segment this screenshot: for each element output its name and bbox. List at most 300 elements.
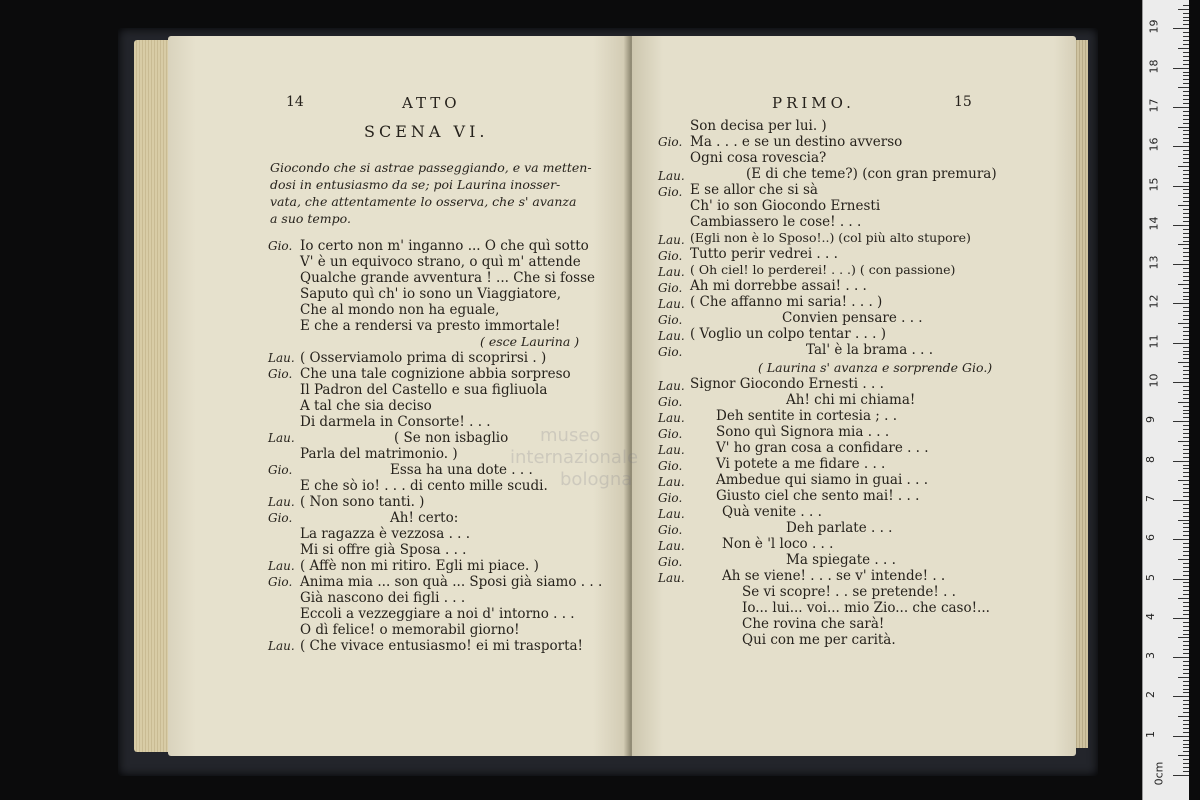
verse-line: Quà venite . . . xyxy=(722,504,822,520)
ruler-label: 4 xyxy=(1144,612,1157,620)
ruler-tick xyxy=(1183,170,1189,171)
ruler-tick xyxy=(1178,166,1189,167)
speaker-label: Lau. xyxy=(268,559,295,573)
speaker-label: Gio. xyxy=(268,575,293,589)
ruler-tick xyxy=(1183,40,1189,41)
stage-direction-line: dosi in entusiasmo da se; poi Laurina inosser- xyxy=(270,177,561,192)
scene-title: SCENA VI. xyxy=(364,122,489,141)
ruler-tick xyxy=(1183,119,1189,120)
ruler-tick xyxy=(1183,496,1189,497)
ruler-tick xyxy=(1183,20,1189,21)
speaker-label: Gio. xyxy=(268,239,293,253)
ruler-tick xyxy=(1183,296,1189,297)
ruler-tick xyxy=(1183,311,1189,312)
ruler-tick xyxy=(1183,252,1189,253)
ruler-tick xyxy=(1178,559,1189,560)
ruler-label: 2 xyxy=(1144,691,1157,699)
ruler-tick xyxy=(1183,299,1189,300)
ruler-tick xyxy=(1173,303,1189,304)
ruler-tick xyxy=(1183,217,1189,218)
ruler-tick xyxy=(1183,394,1189,395)
verse-line: Ma . . . e se un destino avverso xyxy=(690,134,903,150)
ruler-tick xyxy=(1183,142,1189,143)
ruler-tick xyxy=(1183,551,1189,552)
speaker-label: Gio. xyxy=(658,395,683,409)
ruler-tick xyxy=(1173,264,1189,265)
ruler-tick xyxy=(1183,661,1189,662)
ruler-tick xyxy=(1183,724,1189,725)
verse-line: Ah! certo: xyxy=(390,510,459,526)
verse-line: V' è un equivoco strano, o quì m' attende xyxy=(300,254,581,270)
ruler-tick xyxy=(1183,32,1189,33)
verse-line: Che rovina che sarà! xyxy=(742,616,885,632)
measurement-ruler xyxy=(1142,0,1189,800)
ruler-tick xyxy=(1183,358,1189,359)
speaker-label: Gio. xyxy=(658,185,683,199)
ruler-tick xyxy=(1183,335,1189,336)
ruler-tick xyxy=(1183,111,1189,112)
verse-line: ( Osserviamolo prima di scoprirsi . ) xyxy=(300,350,547,366)
speaker-label: Lau. xyxy=(268,495,295,509)
ruler-tick xyxy=(1183,197,1189,198)
verse-line: Ah mi dorrebbe assai! . . . xyxy=(690,278,867,294)
ruler-tick xyxy=(1183,429,1189,430)
speaker-label: Gio. xyxy=(268,367,293,381)
ruler-tick xyxy=(1183,83,1189,84)
ruler-tick xyxy=(1183,457,1189,458)
ruler-tick xyxy=(1183,178,1189,179)
left-page xyxy=(168,36,630,756)
speaker-label: Lau. xyxy=(268,351,295,365)
verse-line: Il Padron del Castello e sua figliuola xyxy=(300,382,548,398)
verse-line: Eccoli a vezzeggiare a noi d' intorno . . . xyxy=(300,606,575,622)
verse-line: ( Che affanno mi saria! . . . ) xyxy=(690,294,883,310)
ruler-tick xyxy=(1173,382,1189,383)
ruler-tick xyxy=(1183,99,1189,100)
verse-line: Io... lui... voi... mio Zio... che caso!... xyxy=(742,600,990,616)
ruler-tick xyxy=(1183,720,1189,721)
speaker-label: Lau. xyxy=(658,329,685,343)
page-edges-right xyxy=(1074,40,1088,748)
ruler-label: 0cm xyxy=(1152,761,1166,786)
verse-line: Essa ha una dote . . . xyxy=(390,462,533,478)
ruler-tick xyxy=(1183,740,1189,741)
ruler-tick xyxy=(1183,406,1189,407)
ruler-tick xyxy=(1183,626,1189,627)
ruler-tick xyxy=(1183,174,1189,175)
ruler-tick xyxy=(1178,323,1189,324)
ruler-label: 6 xyxy=(1144,534,1157,542)
ruler-tick xyxy=(1183,689,1189,690)
verse-line: E che sò io! . . . di cento mille scudi. xyxy=(300,478,548,494)
speaker-label: Lau. xyxy=(658,507,685,521)
speaker-label: Lau. xyxy=(658,411,685,425)
ruler-label: 15 xyxy=(1147,177,1161,191)
ruler-label: 13 xyxy=(1147,255,1161,270)
speaker-label: Lau. xyxy=(658,379,685,393)
verse-line: Tal' è la brama . . . xyxy=(806,342,934,358)
ruler-label: 17 xyxy=(1147,98,1161,113)
ruler-tick xyxy=(1178,87,1189,88)
ruler-tick xyxy=(1183,649,1189,650)
ruler-tick xyxy=(1178,677,1189,678)
ruler-tick xyxy=(1183,56,1189,57)
ruler-tick xyxy=(1183,292,1189,293)
ruler-tick xyxy=(1183,276,1189,277)
ruler-tick xyxy=(1183,767,1189,768)
ruler-tick xyxy=(1183,641,1189,642)
ruler-tick xyxy=(1178,520,1189,521)
verse-line: Già nascono dei figli . . . xyxy=(300,590,466,606)
ruler-tick xyxy=(1178,127,1189,128)
ruler-tick xyxy=(1183,508,1189,509)
ruler-tick xyxy=(1173,579,1189,580)
speaker-label: Gio. xyxy=(658,459,683,473)
speaker-label: Lau. xyxy=(658,475,685,489)
ruler-tick xyxy=(1183,374,1189,375)
ruler-tick xyxy=(1183,378,1189,379)
ruler-tick xyxy=(1183,13,1189,14)
ruler-tick xyxy=(1183,154,1189,155)
ruler-tick xyxy=(1183,665,1189,666)
ruler-tick xyxy=(1183,410,1189,411)
stage-direction: ( esce Laurina ) xyxy=(480,334,580,349)
speaker-label: Gio. xyxy=(658,313,683,327)
ruler-label: 3 xyxy=(1144,652,1157,660)
ruler-tick xyxy=(1183,24,1189,25)
ruler-tick xyxy=(1183,233,1189,234)
verse-line: ( Se non isbaglio xyxy=(394,430,509,446)
ruler-tick xyxy=(1183,437,1189,438)
ruler-tick xyxy=(1183,315,1189,316)
speaker-label: Gio. xyxy=(658,135,683,149)
speaker-label: Lau. xyxy=(658,443,685,457)
ruler-label: 8 xyxy=(1144,455,1157,463)
verse-line: Qui con me per carità. xyxy=(742,632,896,648)
ruler-tick xyxy=(1183,771,1189,772)
ruler-tick xyxy=(1183,488,1189,489)
speaker-label: Lau. xyxy=(658,539,685,553)
ruler-tick xyxy=(1183,610,1189,611)
speaker-label: Gio. xyxy=(658,555,683,569)
ruler-tick xyxy=(1183,476,1189,477)
ruler-tick xyxy=(1183,115,1189,116)
ruler-tick xyxy=(1173,461,1189,462)
verse-line: Signor Giocondo Ernesti . . . xyxy=(690,376,884,392)
ruler-tick xyxy=(1183,123,1189,124)
ruler-tick xyxy=(1178,637,1189,638)
ruler-tick xyxy=(1183,602,1189,603)
ruler-tick xyxy=(1183,248,1189,249)
ruler-tick xyxy=(1173,539,1189,540)
ruler-tick xyxy=(1183,685,1189,686)
ruler-tick xyxy=(1183,103,1189,104)
ruler-tick xyxy=(1178,598,1189,599)
ruler-label: 14 xyxy=(1147,216,1161,231)
verse-line: ( Non sono tanti. ) xyxy=(300,494,425,510)
ruler-tick xyxy=(1183,390,1189,391)
ruler-tick xyxy=(1183,575,1189,576)
ruler-tick xyxy=(1183,516,1189,517)
ruler-tick xyxy=(1183,555,1189,556)
ruler-tick xyxy=(1183,571,1189,572)
ruler-tick xyxy=(1183,543,1189,544)
ruler-label: 9 xyxy=(1144,416,1157,424)
verse-line: Giusto ciel che sento mai! . . . xyxy=(716,488,920,504)
verse-line: (Egli non è lo Sposo!..) (col più alto stupore) xyxy=(690,230,971,245)
ruler-tick xyxy=(1183,523,1189,524)
ruler-tick xyxy=(1183,413,1189,414)
verse-line: Ambedue qui siamo in guai . . . xyxy=(716,472,929,488)
ruler-tick xyxy=(1183,366,1189,367)
verse-line: Ah! chi mi chiama! xyxy=(786,392,916,408)
speaker-label: Lau. xyxy=(268,639,295,653)
speaker-label: Lau. xyxy=(658,265,685,279)
stage-direction-line: Giocondo che si astrae passeggiando, e va metten- xyxy=(270,160,592,175)
ruler-tick xyxy=(1183,465,1189,466)
verse-line: Deh parlate . . . xyxy=(786,520,893,536)
verse-line: Parla del matrimonio. ) xyxy=(300,446,458,462)
ruler-tick xyxy=(1183,256,1189,257)
verse-line: Sono quì Signora mia . . . xyxy=(716,424,890,440)
verse-line: Vi potete a me fidare . . . xyxy=(716,456,886,472)
ruler-tick xyxy=(1178,362,1189,363)
verse-line: Ch' io son Giocondo Ernesti xyxy=(690,198,881,214)
verse-line: Ma spiegate . . . xyxy=(786,552,896,568)
ruler-tick xyxy=(1173,28,1189,29)
ruler-tick xyxy=(1183,386,1189,387)
ruler-tick xyxy=(1183,189,1189,190)
page-number: 15 xyxy=(954,94,972,110)
ruler-tick xyxy=(1183,44,1189,45)
running-head: PRIMO. xyxy=(772,94,855,112)
ruler-tick xyxy=(1183,468,1189,469)
ruler-tick xyxy=(1183,512,1189,513)
ruler-label: 5 xyxy=(1144,573,1157,581)
verse-line: Convien pensare . . . xyxy=(782,310,923,326)
verse-line: ( Affè non mi ritiro. Egli mi piace. ) xyxy=(300,558,539,574)
speaker-label: Gio. xyxy=(658,427,683,441)
ruler-tick xyxy=(1173,500,1189,501)
ruler-tick xyxy=(1183,158,1189,159)
museum-watermark: museo internazionale bologna xyxy=(510,425,639,490)
ruler-label: 18 xyxy=(1147,59,1161,74)
ruler-tick xyxy=(1183,307,1189,308)
page-edges-left xyxy=(134,40,170,752)
ruler-tick xyxy=(1178,284,1189,285)
ruler-tick xyxy=(1173,343,1189,344)
ruler-tick xyxy=(1183,645,1189,646)
ruler-tick xyxy=(1183,449,1189,450)
speaker-label: Lau. xyxy=(268,431,295,445)
ruler-tick xyxy=(1173,421,1189,422)
ruler-tick xyxy=(1183,492,1189,493)
ruler-tick xyxy=(1183,445,1189,446)
ruler-tick xyxy=(1183,91,1189,92)
ruler-tick xyxy=(1183,237,1189,238)
ruler-tick xyxy=(1183,64,1189,65)
ruler-tick xyxy=(1183,747,1189,748)
ruler-tick xyxy=(1183,331,1189,332)
ruler-tick xyxy=(1178,205,1189,206)
ruler-label: 11 xyxy=(1147,334,1161,349)
verse-line: Che una tale cognizione abbia sorpreso xyxy=(300,366,571,382)
verse-line: Cambiassero le cose! . . . xyxy=(690,214,862,230)
verse-line: V' ho gran cosa a confidare . . . xyxy=(716,440,929,456)
ruler-tick xyxy=(1183,162,1189,163)
ruler-tick xyxy=(1183,138,1189,139)
ruler-tick xyxy=(1183,751,1189,752)
ruler-tick xyxy=(1183,209,1189,210)
ruler-tick xyxy=(1183,327,1189,328)
ruler-tick xyxy=(1183,744,1189,745)
ruler-tick xyxy=(1183,339,1189,340)
ruler-tick xyxy=(1183,669,1189,670)
ruler-tick xyxy=(1183,535,1189,536)
ruler-tick xyxy=(1183,681,1189,682)
ruler-tick xyxy=(1183,60,1189,61)
verse-line: ( Voglio un colpo tentar . . . ) xyxy=(690,326,886,342)
ruler-tick xyxy=(1183,5,1189,6)
ruler-tick xyxy=(1183,704,1189,705)
ruler-label: 19 xyxy=(1147,19,1161,34)
speaker-label: Lau. xyxy=(658,233,685,247)
verse-line: (E di che teme?) (con gran premura) xyxy=(746,166,997,182)
verse-line: Ah se viene! . . . se v' intende! . . xyxy=(722,568,946,584)
running-head: ATTO xyxy=(402,94,461,112)
speaker-label: Gio. xyxy=(268,511,293,525)
ruler-tick xyxy=(1178,48,1189,49)
ruler-tick xyxy=(1173,225,1189,226)
ruler-tick xyxy=(1183,72,1189,73)
ruler-tick xyxy=(1183,472,1189,473)
ruler-tick xyxy=(1183,634,1189,635)
verse-line: Deh sentite in cortesia ; . . xyxy=(716,408,898,424)
verse-line: Mi si offre già Sposa . . . xyxy=(300,542,467,558)
ruler-tick xyxy=(1183,272,1189,273)
verse-line: Son decisa per lui. ) xyxy=(690,118,827,134)
ruler-tick xyxy=(1183,594,1189,595)
ruler-label: 16 xyxy=(1147,137,1161,152)
ruler-tick xyxy=(1183,547,1189,548)
ruler-tick xyxy=(1178,716,1189,717)
ruler-tick xyxy=(1183,75,1189,76)
ruler-tick xyxy=(1183,759,1189,760)
ruler-tick xyxy=(1183,288,1189,289)
speaker-label: Gio. xyxy=(268,463,293,477)
ruler-tick xyxy=(1183,622,1189,623)
speaker-label: Lau. xyxy=(658,297,685,311)
ruler-tick xyxy=(1178,480,1189,481)
ruler-tick xyxy=(1183,95,1189,96)
ruler-tick xyxy=(1183,213,1189,214)
ruler-tick xyxy=(1183,182,1189,183)
ruler-tick xyxy=(1173,68,1189,69)
speaker-label: Gio. xyxy=(658,523,683,537)
speaker-label: Gio. xyxy=(658,345,683,359)
ruler-tick xyxy=(1183,433,1189,434)
ruler-tick xyxy=(1178,755,1189,756)
verse-line: Io certo non m' inganno ... O che quì sotto xyxy=(300,238,589,254)
ruler-tick xyxy=(1183,567,1189,568)
ruler-tick xyxy=(1183,150,1189,151)
verse-line: ( Che vivace entusiasmo! ei mi trasporta! xyxy=(300,638,583,654)
verse-line: ( Oh ciel! lo perderei! . . .) ( con passione) xyxy=(690,262,956,277)
ruler-label: 7 xyxy=(1144,494,1157,502)
ruler-tick xyxy=(1183,398,1189,399)
ruler-tick xyxy=(1178,244,1189,245)
verse-line: Qualche grande avventura ! ... Che si fosse xyxy=(300,270,596,286)
stage-direction: ( Laurina s' avanza e sorprende Gio.) xyxy=(758,360,993,375)
verse-line: Se vi scopre! . . se pretende! . . xyxy=(742,584,956,600)
stage-direction-line: a suo tempo. xyxy=(270,211,351,226)
ruler-tick xyxy=(1183,653,1189,654)
ruler-tick xyxy=(1183,229,1189,230)
ruler-tick xyxy=(1183,453,1189,454)
verse-line: Ogni cosa rovescia? xyxy=(690,150,827,166)
ruler-tick xyxy=(1183,728,1189,729)
ruler-tick xyxy=(1173,107,1189,108)
speaker-label: Lau. xyxy=(658,169,685,183)
verse-line: Saputo quì ch' io sono un Viaggiatore, xyxy=(300,286,562,302)
ruler-tick xyxy=(1183,708,1189,709)
right-page xyxy=(632,36,1076,756)
verse-line: A tal che sia deciso xyxy=(300,398,432,414)
verse-line: Che al mondo non ha eguale, xyxy=(300,302,500,318)
ruler-tick xyxy=(1183,319,1189,320)
ruler-tick xyxy=(1183,563,1189,564)
verse-line: E se allor che si sà xyxy=(690,182,818,198)
speaker-label: Lau. xyxy=(658,571,685,585)
ruler-tick xyxy=(1173,146,1189,147)
ruler-tick xyxy=(1183,586,1189,587)
ruler-tick xyxy=(1173,618,1189,619)
ruler-tick xyxy=(1183,241,1189,242)
ruler-tick xyxy=(1183,280,1189,281)
speaker-label: Gio. xyxy=(658,249,683,263)
ruler-tick xyxy=(1183,417,1189,418)
ruler-tick xyxy=(1183,201,1189,202)
ruler-tick xyxy=(1173,657,1189,658)
ruler-tick xyxy=(1183,134,1189,135)
ruler-tick xyxy=(1183,504,1189,505)
ruler-tick xyxy=(1183,484,1189,485)
ruler-label: 12 xyxy=(1147,294,1161,309)
ruler-tick xyxy=(1183,732,1189,733)
ruler-tick xyxy=(1183,351,1189,352)
ruler-tick xyxy=(1183,354,1189,355)
page-number: 14 xyxy=(286,94,304,110)
verse-line: Non è 'l loco . . . xyxy=(722,536,834,552)
ruler-label: 10 xyxy=(1147,373,1161,388)
ruler-tick xyxy=(1178,402,1189,403)
ruler-tick xyxy=(1183,221,1189,222)
verse-line: O dì felice! o memorabil giorno! xyxy=(300,622,520,638)
ruler-tick xyxy=(1183,17,1189,18)
ruler-tick xyxy=(1183,130,1189,131)
ruler-tick xyxy=(1183,193,1189,194)
ruler-tick xyxy=(1183,590,1189,591)
ruler-tick xyxy=(1183,606,1189,607)
ruler-label: 1 xyxy=(1144,730,1157,738)
ruler-tick xyxy=(1178,441,1189,442)
ruler-tick xyxy=(1183,347,1189,348)
ruler-tick xyxy=(1183,425,1189,426)
ruler-tick xyxy=(1183,614,1189,615)
verse-line: Tutto perir vedrei . . . xyxy=(690,246,838,262)
ruler-tick xyxy=(1183,531,1189,532)
speaker-label: Gio. xyxy=(658,491,683,505)
